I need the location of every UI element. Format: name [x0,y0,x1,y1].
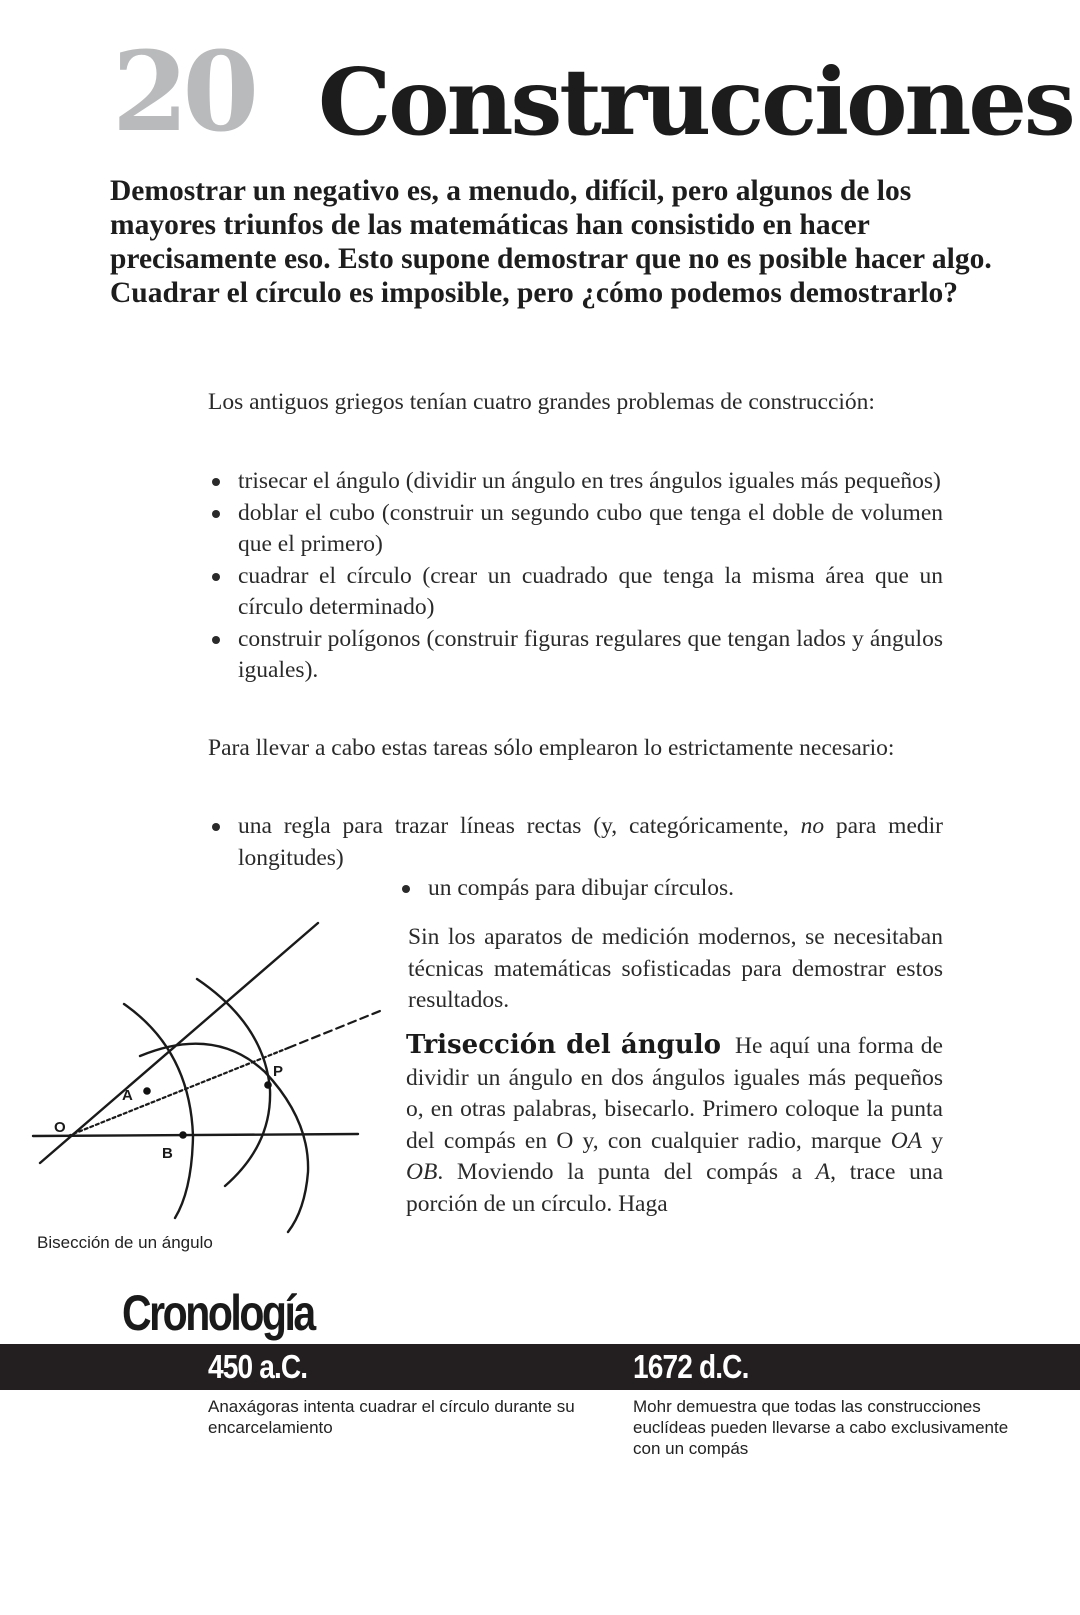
point-a-ref: A [815,1159,831,1185]
label-p: P [273,1063,284,1080]
timeline-description: Anaxágoras intenta cuadrar el círculo durante su encarcelamiento [208,1397,575,1437]
timeline-title: Cronología [122,1285,314,1341]
tools-list [208,811,943,874]
segment-ob: OB [406,1159,438,1185]
section-text: . Moviendo la punta del compás a [437,1159,816,1185]
timeline-year: 1672 d.C. [633,1348,749,1385]
list-item-compass: un compás para dibujar círculos. [398,873,943,905]
intro-paragraph: Demostrar un negativo es, a menudo, difícil, pero algunos de los mayores triunfos de las matemáticas han consistido en hacer precisamente eso. Esto supone demostrar que no es posible hacer algo. Cuadrar el círculo es imposible, pero ¿cómo podemos demostrarlo? [110,175,992,309]
ruler-emphasis: no [800,813,825,839]
body-paragraph-2: Para llevar a cabo estas tareas sólo emplearon lo estrictamente necesario: [208,735,895,761]
list-item: cuadrar el círculo (crear un cuadrado que tenga la misma área que un círculo determinado) [208,561,943,624]
section-heading: Trisección del ángulo [406,1030,721,1060]
angle-arm-line [40,923,318,1163]
body-paragraph-3: Sin los aparatos de medición modernos, se necesitaban técnicas matemáticas sofisticadas para demostrar estos resultados. [408,924,943,1013]
list-item: trisecar el ángulo (dividir un ángulo en tres ángulos iguales más pequeños) [208,466,943,498]
arc-centered-o [124,1004,193,1218]
timeline-year: 450 a.C. [208,1348,308,1385]
list-item-ruler [208,811,943,874]
list-item: construir polígonos (construir figuras regulares que tengan lados y ángulos iguales). [208,624,943,687]
chapter-title: Construcciones [318,48,1073,156]
bisector-dashed-line [288,1011,380,1048]
point-a [143,1087,151,1095]
construction-problems-list [208,466,943,687]
label-o: O [54,1119,66,1136]
figure-caption: Bisección de un ángulo [37,1233,213,1252]
point-b [179,1131,187,1139]
section-text: , trace una porción de un círculo. Haga [406,1159,944,1217]
chapter-number: 20 [112,27,254,156]
section-text: y [922,1127,943,1154]
timeline-bar [0,1344,1080,1390]
point-p [264,1081,272,1089]
arc-from-b [197,979,270,1186]
list-item: doblar el cubo (construir un segundo cubo que tenga el doble de volumen que el primero) [208,498,943,561]
bisector-dotted-line [68,1048,288,1136]
label-a: A [122,1087,133,1104]
angle-bisection-diagram [20,900,400,1250]
section-text: He aquí una forma de dividir un ángulo en dos ángulos iguales más pequeños o, en otras palabras, bisecarlo. Primero coloque la punta del compás en O y, con cualquier radio, marque [406,1033,943,1154]
body-paragraph-1: Los antiguos griegos tenían cuatro grandes problemas de construcción: [208,389,875,415]
segment-oa: OA [890,1127,923,1154]
ruler-text: una regla para trazar líneas rectas (y, categóricamente, [238,813,801,839]
base-line [33,1134,358,1136]
ruler-text-end: para medir longitudes) [238,813,943,871]
section-trisection [406,1030,943,1220]
timeline-description: Mohr demuestra que todas las construcciones euclídeas pueden llevarse a cabo exclusivamente con un compás [633,1397,1009,1458]
tools-list-continued [398,873,943,905]
label-b: B [162,1145,173,1162]
